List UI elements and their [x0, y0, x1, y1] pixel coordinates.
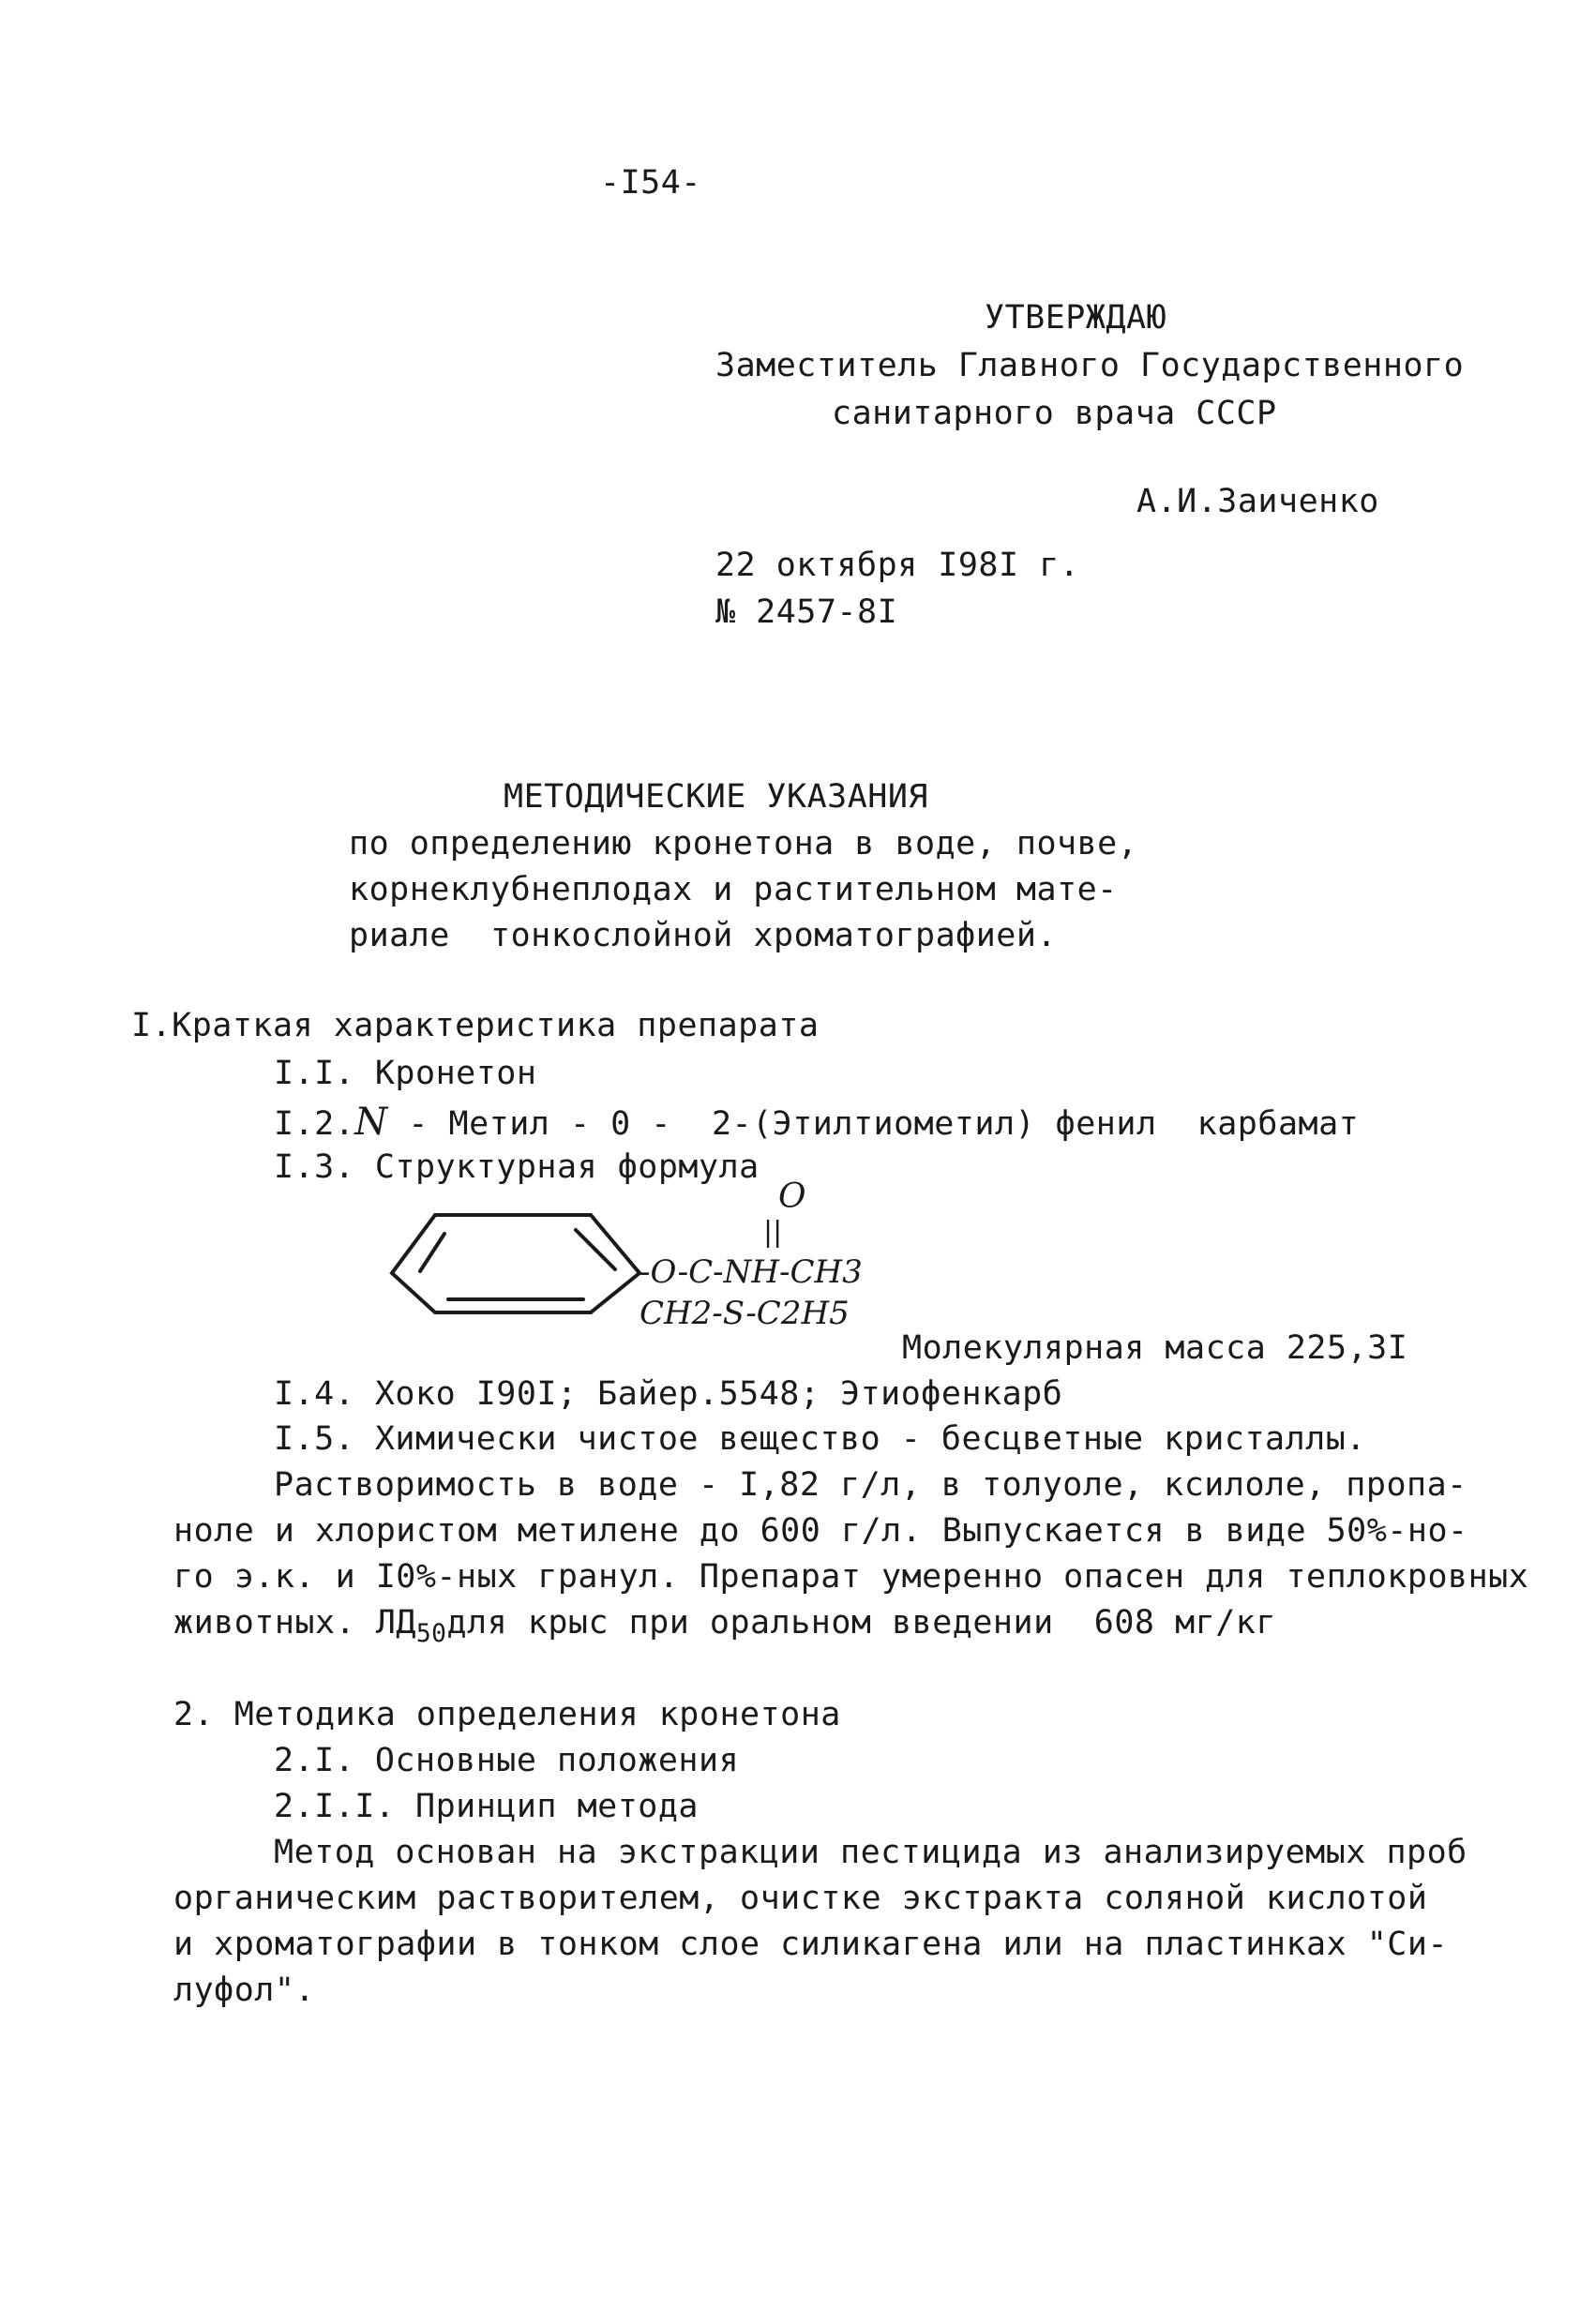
approval-heading: УТВЕРЖДАЮ — [985, 299, 1167, 337]
section-1-paragraph-line-3: го э.к. и I0%-ных гранул. Препарат умеренно опасен для теплокровных — [173, 1558, 1529, 1596]
page-number: -I54- — [600, 164, 701, 202]
section-1-heading: I.Краткая характеристика препарата — [131, 1007, 820, 1044]
thioether-chain: CH2-S-C2H5 — [640, 1295, 850, 1332]
ld-subscript: 50 — [415, 1620, 447, 1649]
approval-signatory: А.И.Заиченко — [1136, 483, 1379, 520]
n-symbol: N — [354, 1101, 388, 1144]
section-2-paragraph-line-1: Метод основан на экстракции пестицида из анализируемых проб — [274, 1834, 1467, 1871]
section-1-paragraph-line-4 — [173, 1604, 1276, 1649]
section-1-item-1: I.I. Кронетон — [274, 1055, 537, 1092]
ld-label: животных. ЛД — [173, 1604, 416, 1642]
section-1-paragraph-line-2: ноле и хлористом метилене до 600 г/л. Выпускается в виде 50%-но- — [173, 1512, 1468, 1550]
section-1-item-2 — [274, 1101, 1360, 1144]
approval-date: 22 октября I98I г. — [715, 547, 1080, 584]
structural-formula — [375, 1181, 1013, 1341]
title-heading: МЕТОДИЧЕСКИЕ УКАЗАНИЯ — [504, 778, 929, 816]
section-2-paragraph-line-3: и хроматографии в тонком слое силикагена или на пластинках "Си- — [173, 1926, 1449, 1963]
title-line-3: риале тонкослойной хроматографией. — [349, 917, 1058, 954]
approval-number: № 2457-8I — [715, 593, 898, 631]
section-2-item-1-1: 2.I.I. Принцип метода — [274, 1788, 700, 1825]
section-2-paragraph-line-2: органическим растворителем, очистке экстракта соляной кислотой — [173, 1880, 1428, 1917]
double-bond: || — [763, 1216, 783, 1249]
approval-line-1: Заместитель Главного Государственного — [715, 347, 1465, 384]
section-2-item-1: 2.I. Основные положения — [274, 1742, 740, 1779]
section-1-item-4: I.4. Хоко I90I; Байер.5548; Этиофенкарб — [274, 1375, 1063, 1413]
section-2-heading: 2. Методика определения кронетона — [173, 1696, 841, 1733]
ld-text: для крыс при оральном введении 608 мг/кг — [446, 1604, 1276, 1642]
benzene-ring — [392, 1215, 640, 1312]
item-2-rest: - Метил - 0 - 2-(Этилтиометил) фенил карбамат — [387, 1105, 1360, 1143]
section-1-paragraph-line-1: Растворимость в воде - I,82 г/л, в толуоле, ксилоле, пропа- — [274, 1466, 1467, 1504]
section-1-item-5: I.5. Химически чистое вещество - бесцветные кристаллы. — [274, 1420, 1366, 1458]
molecular-mass: Молекулярная масса 225,3I — [902, 1329, 1408, 1367]
section-2-paragraph-line-4: луфол". — [173, 1972, 316, 2009]
title-line-1: по определению кронетона в воде, почве, — [349, 825, 1138, 862]
approval-line-2: санитарного врача СССР — [832, 395, 1277, 432]
carbamate-chain: -O-C-NH-CH3 — [640, 1253, 863, 1291]
item-2-prefix: I.2. — [274, 1105, 355, 1143]
section-1-item-3: I.3. Структурная формула — [274, 1148, 760, 1186]
carbonyl-oxygen: O — [778, 1181, 806, 1216]
title-line-2: корнеклубнеплодах и растительном мате- — [349, 871, 1118, 908]
